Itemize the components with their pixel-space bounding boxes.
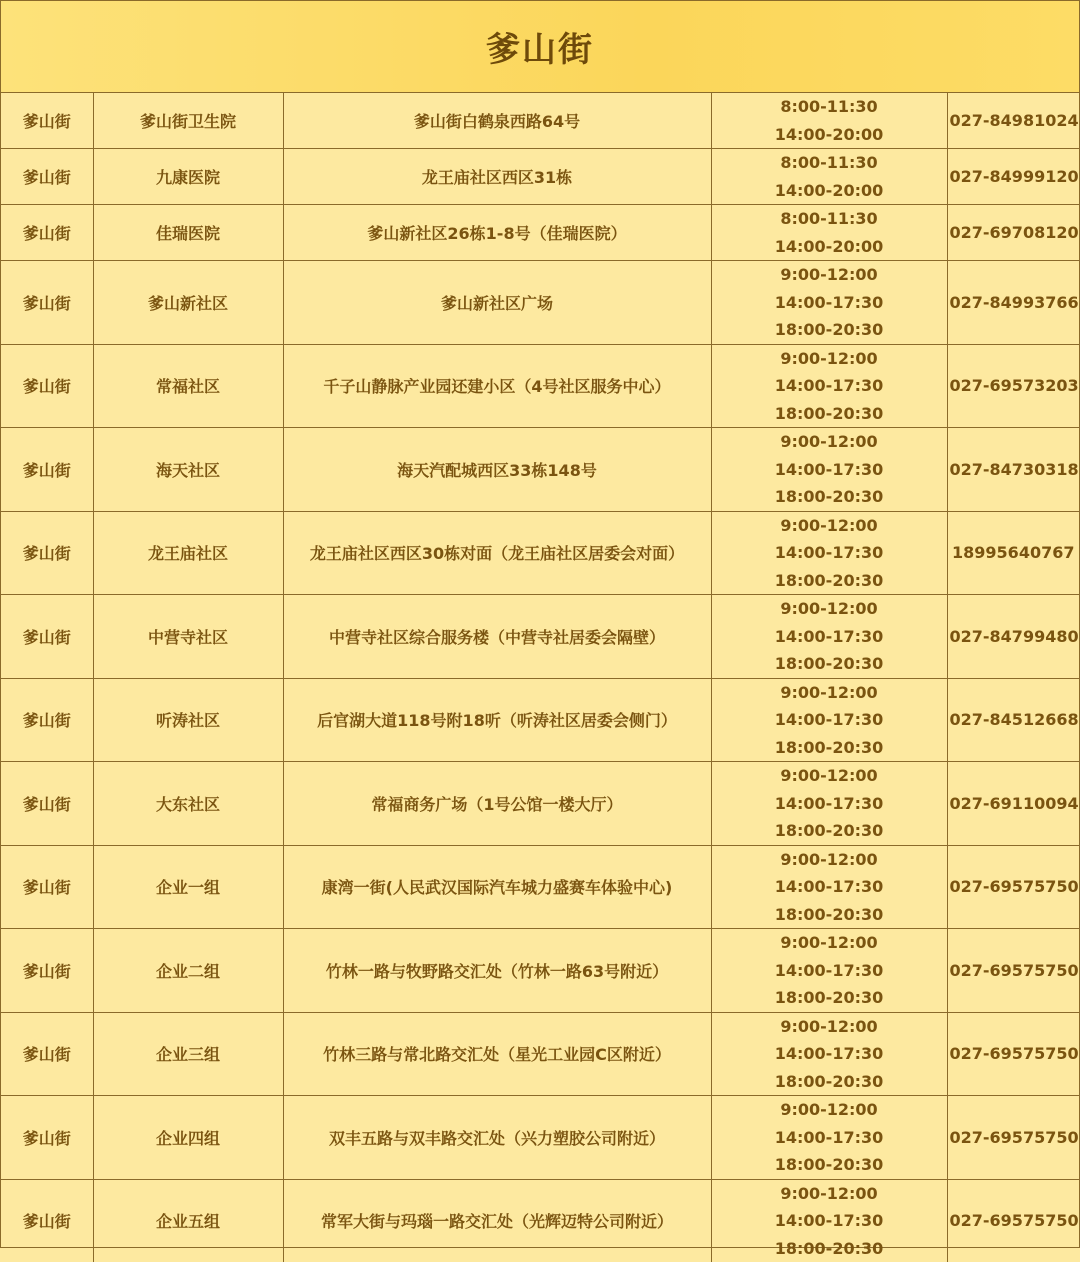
site-cell: 大东社区 [93,762,283,846]
site-table [1,93,1079,1262]
street-cell: 爹山街 [1,428,93,512]
hours-line: 9:00-12:00 [714,762,945,790]
site-cell: 龙王庙社区 [93,511,283,595]
title-bar [1,1,1079,93]
address-cell: 竹林三路与常北路交汇处（星光工业园C区附近） [283,1012,711,1096]
hours-cell [711,261,947,345]
hours-line: 18:00-20:30 [714,567,945,595]
table-row [1,762,1079,846]
site-cell: 海天社区 [93,428,283,512]
address-cell: 海天汽配城西区33栋148号 [283,428,711,512]
table-row [1,344,1079,428]
table-row [1,511,1079,595]
phone-cell: 027-84993766 [947,261,1079,345]
hours-line: 18:00-20:30 [714,316,945,344]
phone-cell: 027-84799480 [947,595,1079,679]
hours-cell [711,845,947,929]
hours-line: 18:00-20:30 [714,1151,945,1179]
street-cell: 爹山街 [1,149,93,205]
site-cell: 爹山新社区 [93,261,283,345]
table-row [1,93,1079,149]
table-row [1,595,1079,679]
hours-line: 14:00-20:00 [714,121,945,149]
hours-line: 14:00-17:30 [714,873,945,901]
hours-line: 8:00-11:30 [714,93,945,121]
street-cell: 爹山街 [1,511,93,595]
street-cell: 爹山街 [1,205,93,261]
site-cell: 企业一组 [93,845,283,929]
address-cell: 千子山静脉产业园还建小区（4号社区服务中心） [283,344,711,428]
hours-line: 18:00-20:30 [714,650,945,678]
site-cell: 佳瑞医院 [93,205,283,261]
address-cell: 后官湖大道118号附18听（听涛社区居委会侧门） [283,678,711,762]
phone-cell: 027-84999120 [947,149,1079,205]
hours-line: 9:00-12:00 [714,1180,945,1208]
street-cell: 爹山街 [1,762,93,846]
address-cell: 双丰五路与双丰路交汇处（兴力塑胶公司附近） [283,1096,711,1180]
hours-line: 18:00-20:30 [714,734,945,762]
phone-cell: 027-69575750 [947,845,1079,929]
site-cell: 企业三组 [93,1012,283,1096]
phone-cell: 027-69573203 [947,344,1079,428]
hours-line: 9:00-12:00 [714,846,945,874]
hours-line: 14:00-17:30 [714,1040,945,1068]
address-cell: 龙王庙社区西区30栋对面（龙王庙社区居委会对面） [283,511,711,595]
table-row [1,929,1079,1013]
address-cell: 龙王庙社区西区31栋 [283,149,711,205]
hours-line: 18:00-20:30 [714,400,945,428]
address-cell: 爹山新社区广场 [283,261,711,345]
hours-line: 14:00-17:30 [714,372,945,400]
site-cell: 中营寺社区 [93,595,283,679]
hours-line: 9:00-12:00 [714,345,945,373]
table-row [1,845,1079,929]
hours-line: 14:00-17:30 [714,623,945,651]
hours-line: 14:00-17:30 [714,1207,945,1235]
street-cell: 爹山街 [1,929,93,1013]
street-cell: 爹山街 [1,261,93,345]
table-row [1,428,1079,512]
hours-cell [711,149,947,205]
hours-line: 18:00-20:30 [714,1068,945,1096]
street-cell: 爹山街 [1,678,93,762]
phone-cell: 027-69110094 [947,762,1079,846]
street-cell: 爹山街 [1,1096,93,1180]
hours-line: 14:00-20:00 [714,233,945,261]
phone-cell: 027-84730318 [947,428,1079,512]
site-cell: 九康医院 [93,149,283,205]
table-row [1,678,1079,762]
site-cell: 企业四组 [93,1096,283,1180]
hours-cell [711,511,947,595]
phone-cell: 027-69708120 [947,205,1079,261]
table-row [1,205,1079,261]
table-row [1,261,1079,345]
hours-line: 14:00-17:30 [714,289,945,317]
address-cell: 爹山新社区26栋1-8号（佳瑞医院） [283,205,711,261]
hours-line: 14:00-17:30 [714,706,945,734]
hours-cell [711,762,947,846]
hours-line: 14:00-17:30 [714,1124,945,1152]
hours-cell [711,1179,947,1262]
address-cell: 中营寺社区综合服务楼（中营寺社居委会隔壁） [283,595,711,679]
hours-line: 9:00-12:00 [714,929,945,957]
phone-cell: 027-69575750 [947,1096,1079,1180]
hours-line: 14:00-17:30 [714,539,945,567]
hours-line: 9:00-12:00 [714,1096,945,1124]
hours-line: 18:00-20:30 [714,817,945,845]
hours-line: 18:00-20:30 [714,483,945,511]
hours-line: 9:00-12:00 [714,1013,945,1041]
street-cell: 爹山街 [1,845,93,929]
address-cell: 竹林一路与牧野路交汇处（竹林一路63号附近） [283,929,711,1013]
hours-line: 8:00-11:30 [714,205,945,233]
hours-cell [711,1012,947,1096]
hours-line: 9:00-12:00 [714,595,945,623]
phone-cell: 18995640767 [947,511,1079,595]
hours-cell [711,93,947,149]
address-cell: 常福商务广场（1号公馆一楼大厅） [283,762,711,846]
page-title: 爹山街 [486,22,594,71]
street-cell: 爹山街 [1,93,93,149]
hours-line: 14:00-17:30 [714,957,945,985]
hours-cell [711,678,947,762]
hours-cell [711,929,947,1013]
hours-line: 14:00-20:00 [714,177,945,205]
hours-line: 14:00-17:30 [714,456,945,484]
hours-line: 18:00-20:30 [714,984,945,1012]
phone-cell: 027-84981024 [947,93,1079,149]
hours-line: 9:00-12:00 [714,261,945,289]
phone-cell: 027-69575750 [947,1179,1079,1262]
address-cell: 常军大街与玛瑙一路交汇处（光辉迈特公司附近） [283,1179,711,1262]
site-cell: 企业五组 [93,1179,283,1262]
hours-cell [711,428,947,512]
table-row [1,149,1079,205]
hours-cell [711,344,947,428]
street-cell: 爹山街 [1,1179,93,1262]
address-cell: 爹山街白鹤泉西路64号 [283,93,711,149]
site-cell: 听涛社区 [93,678,283,762]
street-cell: 爹山街 [1,595,93,679]
phone-cell: 027-69575750 [947,929,1079,1013]
table-row [1,1096,1079,1180]
phone-cell: 027-84512668 [947,678,1079,762]
hours-cell [711,1096,947,1180]
hours-line: 8:00-11:30 [714,149,945,177]
site-cell: 爹山街卫生院 [93,93,283,149]
hours-line: 9:00-12:00 [714,679,945,707]
table-row [1,1012,1079,1096]
street-cell: 爹山街 [1,1012,93,1096]
hours-line: 18:00-20:30 [714,1235,945,1262]
hours-line: 9:00-12:00 [714,428,945,456]
hours-line: 18:00-20:30 [714,901,945,929]
hours-cell [711,205,947,261]
phone-cell: 027-69575750 [947,1012,1079,1096]
street-cell: 爹山街 [1,344,93,428]
address-cell: 康湾一街(人民武汉国际汽车城力盛赛车体验中心) [283,845,711,929]
hours-cell [711,595,947,679]
table-row [1,1179,1079,1262]
site-cell: 常福社区 [93,344,283,428]
site-cell: 企业二组 [93,929,283,1013]
hours-line: 14:00-17:30 [714,790,945,818]
hours-line: 9:00-12:00 [714,512,945,540]
table-body [1,93,1079,1262]
